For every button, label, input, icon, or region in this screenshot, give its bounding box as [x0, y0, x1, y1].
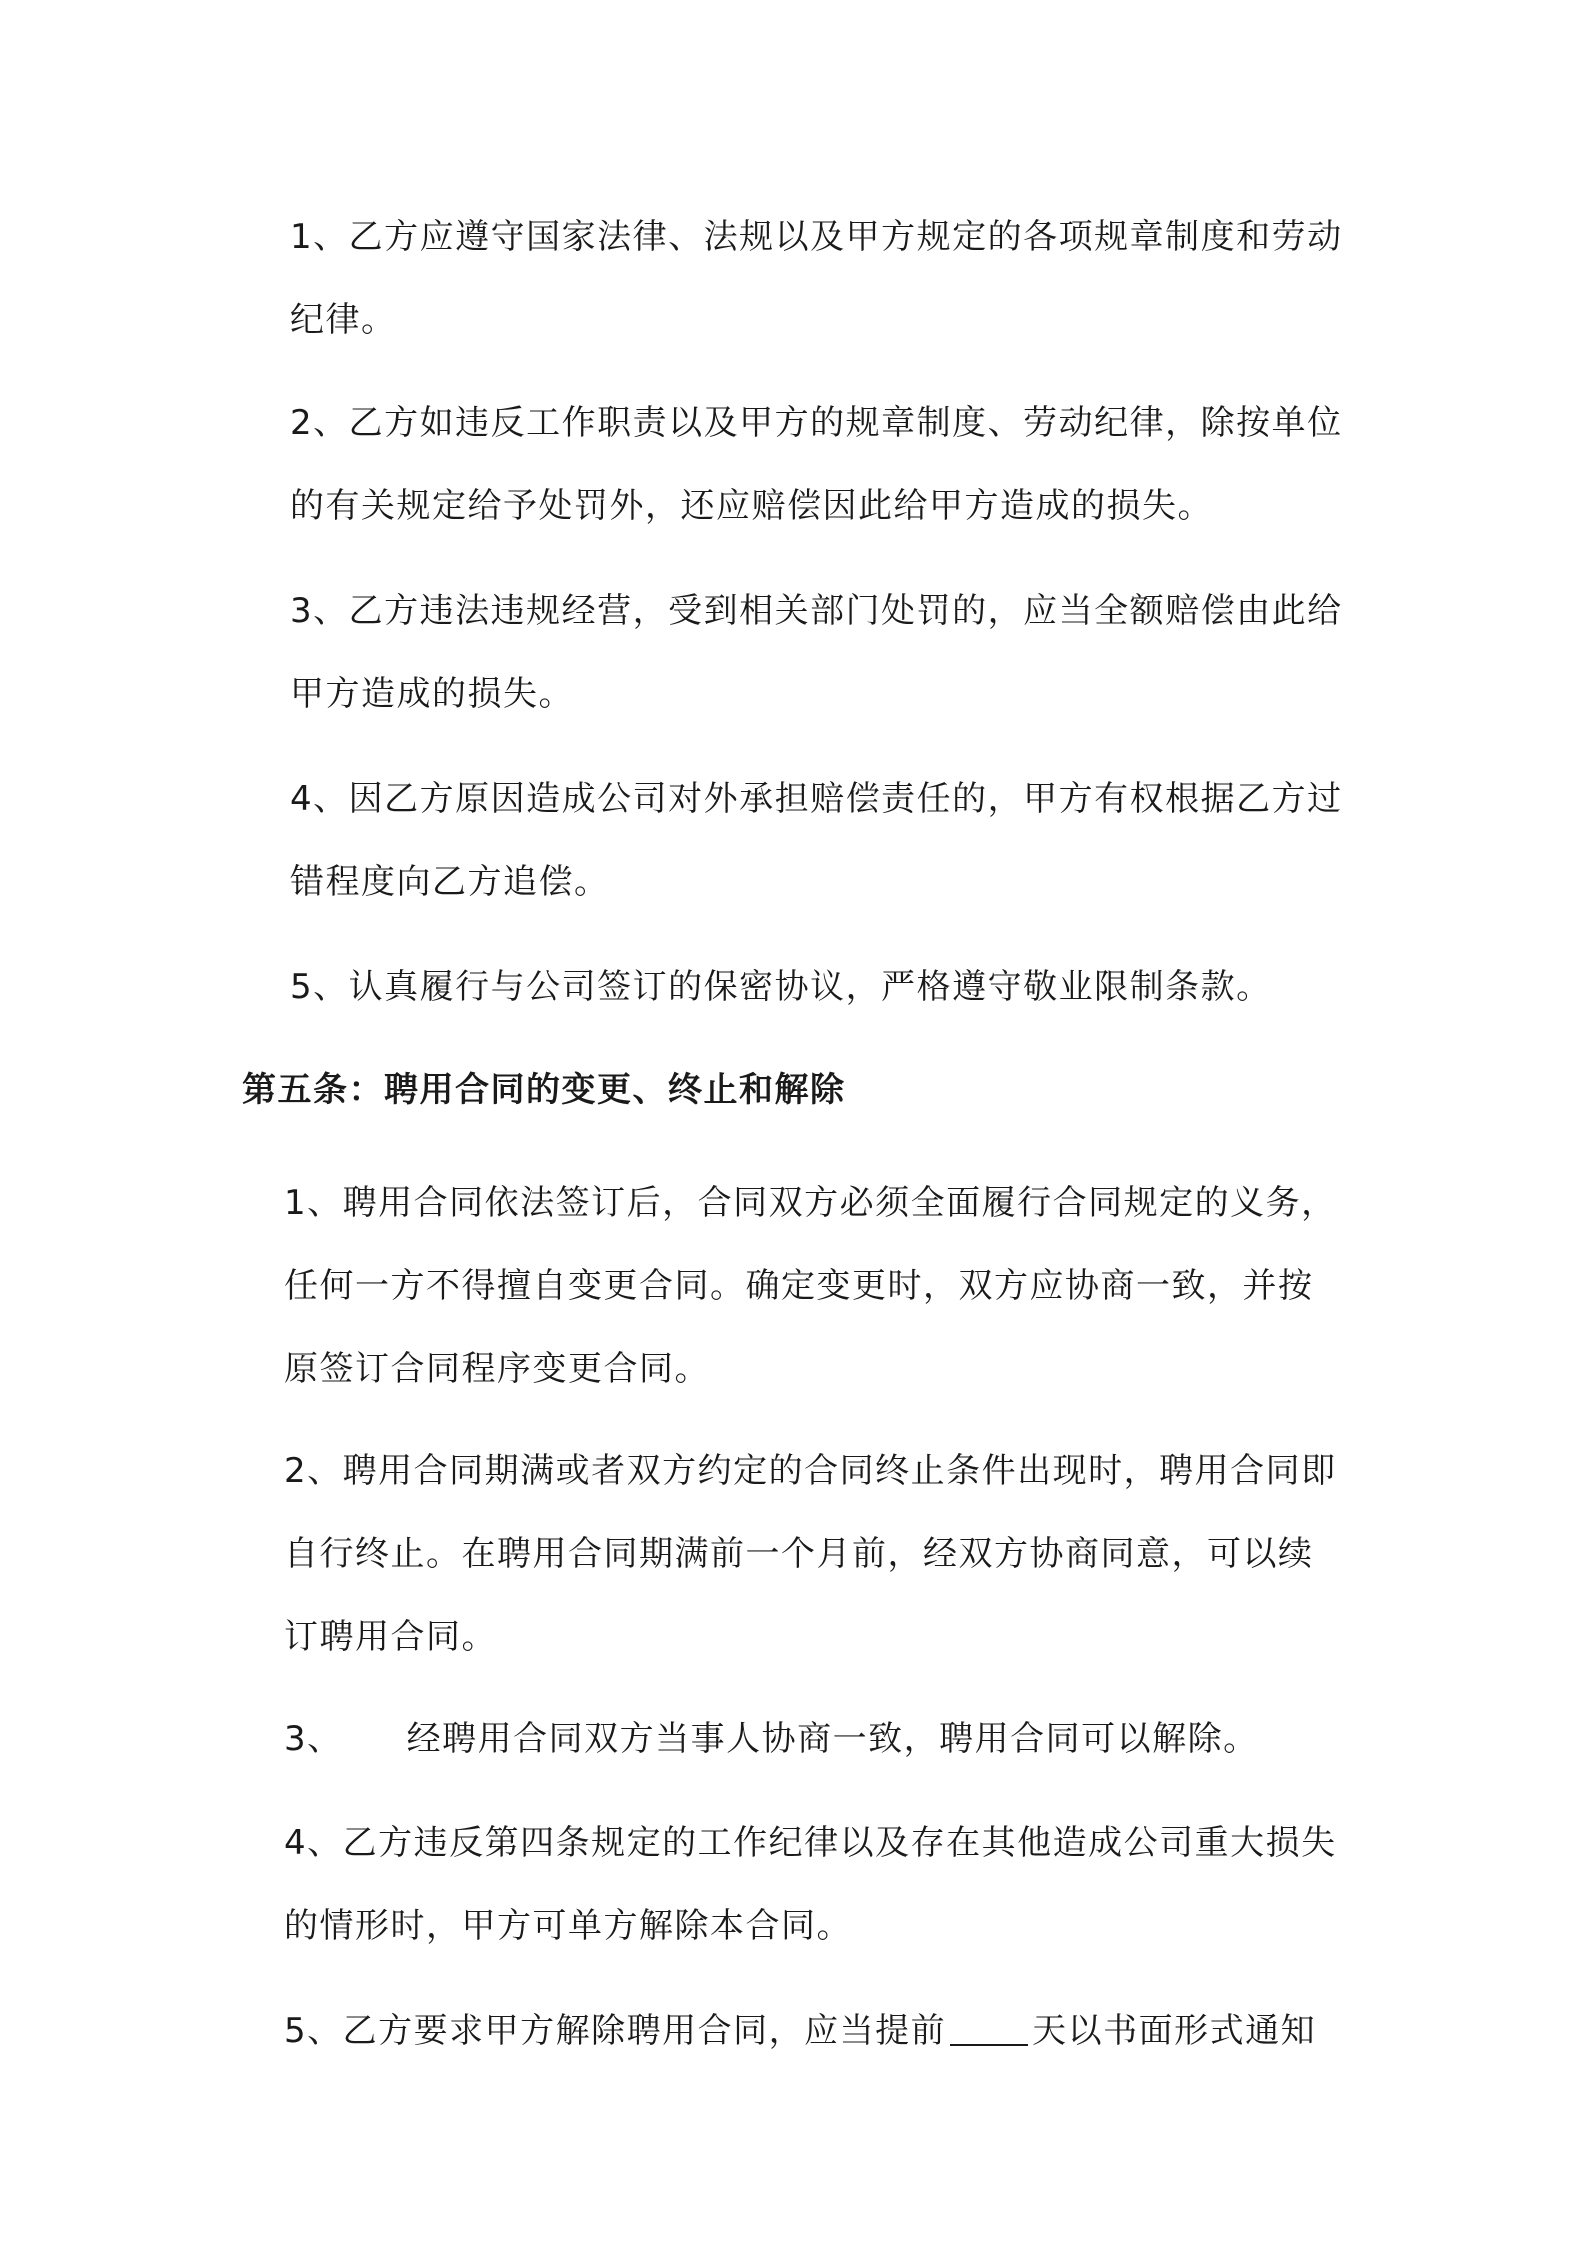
article5-item-1: 1、聘用合同依法签订后，合同双方必须全面履行合同规定的义务，任何一方不得擅自变更合同。确定变更时，双方应协商一致，并按原签订合同程序变更合同。 [284, 1183, 1337, 1389]
article5-item-3-text: 经聘用合同双方当事人协商一致，聘用合同可以解除。 [406, 1719, 1259, 1759]
article5-item-5-after: 天以书面形式通知 [1032, 2011, 1317, 2051]
article4-item-3: 3、乙方违法违规经营，受到相关部门处罚的，应当全额赔偿由此给甲方造成的损失。 [290, 591, 1343, 714]
fill-in-blank-days[interactable] [950, 2010, 1028, 2046]
article5-item-5-before: 5、乙方要求甲方解除聘用合同，应当提前 [284, 2011, 947, 2051]
article4-item-2: 2、乙方如违反工作职责以及甲方的规章制度、劳动纪律，除按单位的有关规定给予处罚外，还应赔偿因此给甲方造成的损失。 [290, 403, 1343, 526]
article4-item-5: 5、认真履行与公司签订的保密协议，严格遵守敬业限制条款。 [290, 967, 1272, 1007]
article4-item-1: 1、乙方应遵守国家法律、法规以及甲方规定的各项规章制度和劳动纪律。 [290, 217, 1343, 340]
article5-item-3 [284, 1698, 1344, 1781]
article5-item-4: 4、乙方违反第四条规定的工作纪律以及存在其他造成公司重大损失的情形时，甲方可单方解除本合同。 [284, 1823, 1337, 1946]
article5-item-2: 2、聘用合同期满或者双方约定的合同终止条件出现时，聘用合同即自行终止。在聘用合同期满前一个月前，经双方协商同意，可以续订聘用合同。 [284, 1451, 1337, 1657]
article4-item-4: 4、因乙方原因造成公司对外承担赔偿责任的，甲方有权根据乙方过错程度向乙方追偿。 [290, 779, 1343, 902]
article5-heading: 第五条：聘用合同的变更、终止和解除 [242, 1070, 846, 1110]
article5-item-5 [284, 1990, 1344, 2073]
article5-item-3-number: 3、 [284, 1719, 343, 1759]
